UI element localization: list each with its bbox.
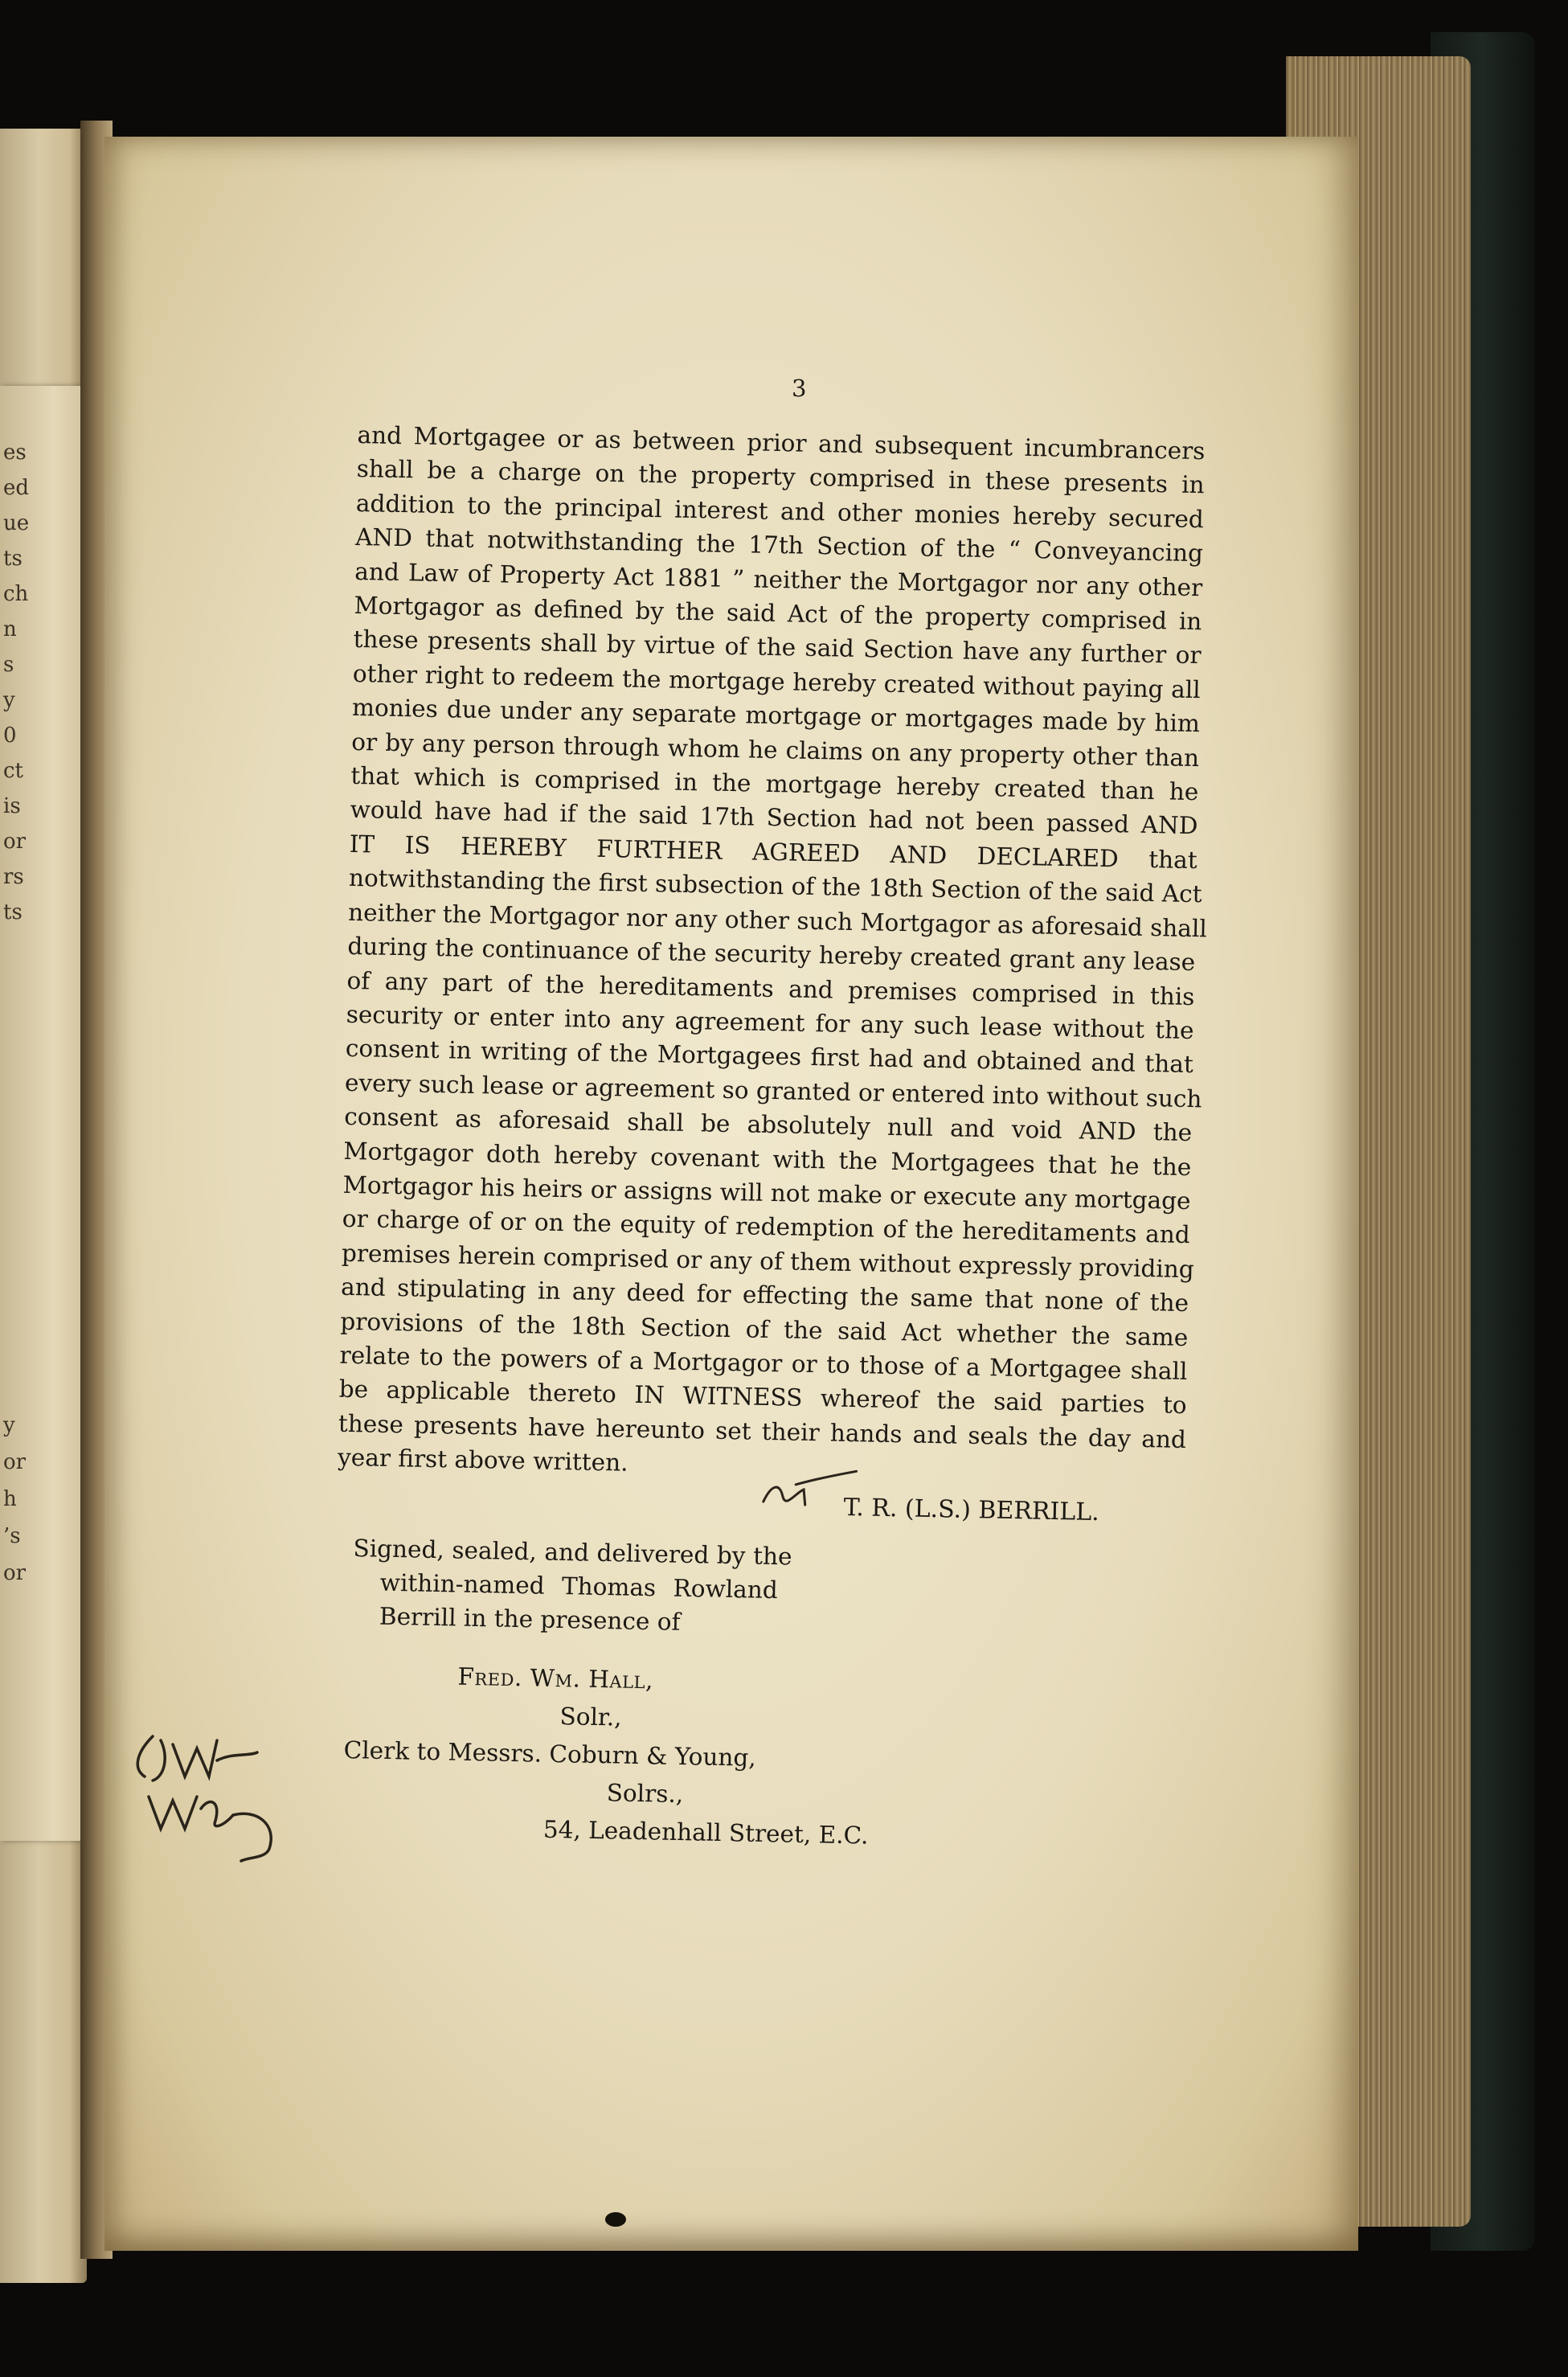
body-line: Mortgagor doth hereby covenant with the Mortgagees that he the xyxy=(343,1137,1192,1181)
previous-page-fragment: is xyxy=(3,794,21,818)
previous-page-fragment: y xyxy=(3,1413,15,1437)
previous-page-fragment: h xyxy=(3,1487,17,1511)
witness-address: 54, Leadenhall Street, E.C. xyxy=(542,1815,869,1850)
witness-firm-title: Solrs., xyxy=(606,1779,684,1809)
previous-page-fragment: ’s xyxy=(3,1524,21,1548)
body-line: and stipulating in any deed for effecting the same that none of the xyxy=(340,1273,1189,1318)
body-line: AND that notwithstanding the 17th Section of the “ Conveyancing xyxy=(354,523,1204,568)
body-line: be applicable thereto IN WITNESS whereof the said parties to xyxy=(338,1375,1187,1420)
body-line: of any part of the hereditaments and premises comprised in this xyxy=(346,966,1195,1010)
previous-page-fragment: ts xyxy=(3,900,23,924)
previous-page-fragment: s xyxy=(3,653,14,677)
previous-page-fragment: 0 xyxy=(3,723,17,748)
handwritten-initials-icon xyxy=(129,1720,289,1873)
body-line: security or enter into any agreement for any such lease without the xyxy=(346,1000,1194,1045)
body-line: every such lease or agreement so granted or entered into without such xyxy=(344,1068,1202,1113)
body-line: neither the Mortgagor nor any other such Mortgagor as aforesaid shall xyxy=(347,898,1208,943)
body-line: these presents shall by virtue of the said Section have any further or xyxy=(353,625,1202,670)
attestation-clause xyxy=(352,1531,804,1641)
previous-page-fold xyxy=(0,386,90,1841)
previous-page-fragment: or xyxy=(3,1561,27,1585)
previous-page-fragment: or xyxy=(3,830,27,854)
signatory-label: T. R. (L.S.) BERRILL. xyxy=(843,1494,1100,1527)
previous-page-fragment: ed xyxy=(3,476,30,500)
body-line: or charge of or on the equity of redemption of the hereditaments and xyxy=(342,1205,1191,1249)
previous-page-fragment: ct xyxy=(3,759,24,783)
body-line: other right to redeem the mortgage hereby created without paying all xyxy=(352,659,1202,704)
body-line: addition to the principal interest and other monies hereby secured xyxy=(355,489,1205,534)
attestation-line: Berrill in the presence of xyxy=(379,1602,681,1636)
body-line: consent as aforesaid shall be absolutely null and void AND the xyxy=(343,1102,1193,1147)
body-line: notwithstanding the first subsection of the 18th Section of the said Act xyxy=(348,864,1202,908)
signature-mark-icon xyxy=(755,1460,860,1518)
body-line: monies due under any separate mortgage or mortgages made by him xyxy=(351,694,1201,738)
body-line: and Mortgagee or as between prior and subsequent incumbrancers xyxy=(357,420,1206,465)
page-number: 3 xyxy=(792,375,807,402)
body-line: relate to the powers of a Mortgagor or to those of a Mortgagee shall xyxy=(339,1341,1188,1386)
body-line: consent in writing of the Mortgagees first had and obtained and that xyxy=(345,1035,1194,1079)
witness-clerk: Clerk to Messrs. Coburn & Young, xyxy=(343,1736,757,1772)
previous-page-fragment: ch xyxy=(3,582,29,606)
body-line: year first above written. xyxy=(337,1443,628,1477)
previous-page-fragment: rs xyxy=(3,865,24,889)
attestation-line: Signed, sealed, and delivered by the xyxy=(353,1534,792,1571)
body-line: that which is comprised in the mortgage hereby created than he xyxy=(350,761,1199,806)
deed-body-text xyxy=(338,418,1206,1491)
body-line: provisions of the 18th Section of the said Act whether the same xyxy=(340,1307,1189,1351)
body-line: these presents have hereunto set their hands and seals the day and xyxy=(338,1409,1187,1453)
body-line: Mortgagor as defined by the said Act of the property comprised in xyxy=(354,591,1202,636)
body-line: shall be a charge on the property comprised in these presents in xyxy=(356,455,1205,499)
binding-hole xyxy=(605,2212,626,2227)
body-line: would have had if the said 17th Section had not been passed AND xyxy=(350,796,1198,840)
previous-page-fragment: n xyxy=(3,617,17,641)
body-line: or by any person through whom he claims on any property other than xyxy=(350,727,1200,772)
body-line: during the continuance of the security hereby created grant any lease xyxy=(347,932,1196,977)
previous-page-fragment: or xyxy=(3,1450,27,1474)
witness-block xyxy=(342,1656,907,1855)
previous-page-fragment: es xyxy=(3,441,27,465)
body-line: and Law of Property Act 1881 ” neither the Mortgagor nor any other xyxy=(354,557,1203,601)
attestation-line: within-named Thomas Rowland xyxy=(379,1568,779,1604)
body-line: Mortgagor his heirs or assigns will not make or execute any mortgage xyxy=(342,1170,1191,1215)
witness-title: Solr., xyxy=(559,1703,622,1732)
signature-block xyxy=(843,1494,1099,1527)
witness-name: Fred. Wm. Hall, xyxy=(457,1662,654,1695)
previous-page-fragment: ts xyxy=(3,547,23,571)
body-line: IT IS HEREBY FURTHER AGREED AND DECLARED that xyxy=(349,830,1197,875)
body-line: premises herein comprised or any of them without expressly providing xyxy=(341,1239,1194,1283)
previous-page-fragment: ue xyxy=(3,511,30,535)
previous-page-fragment: y xyxy=(3,688,15,712)
